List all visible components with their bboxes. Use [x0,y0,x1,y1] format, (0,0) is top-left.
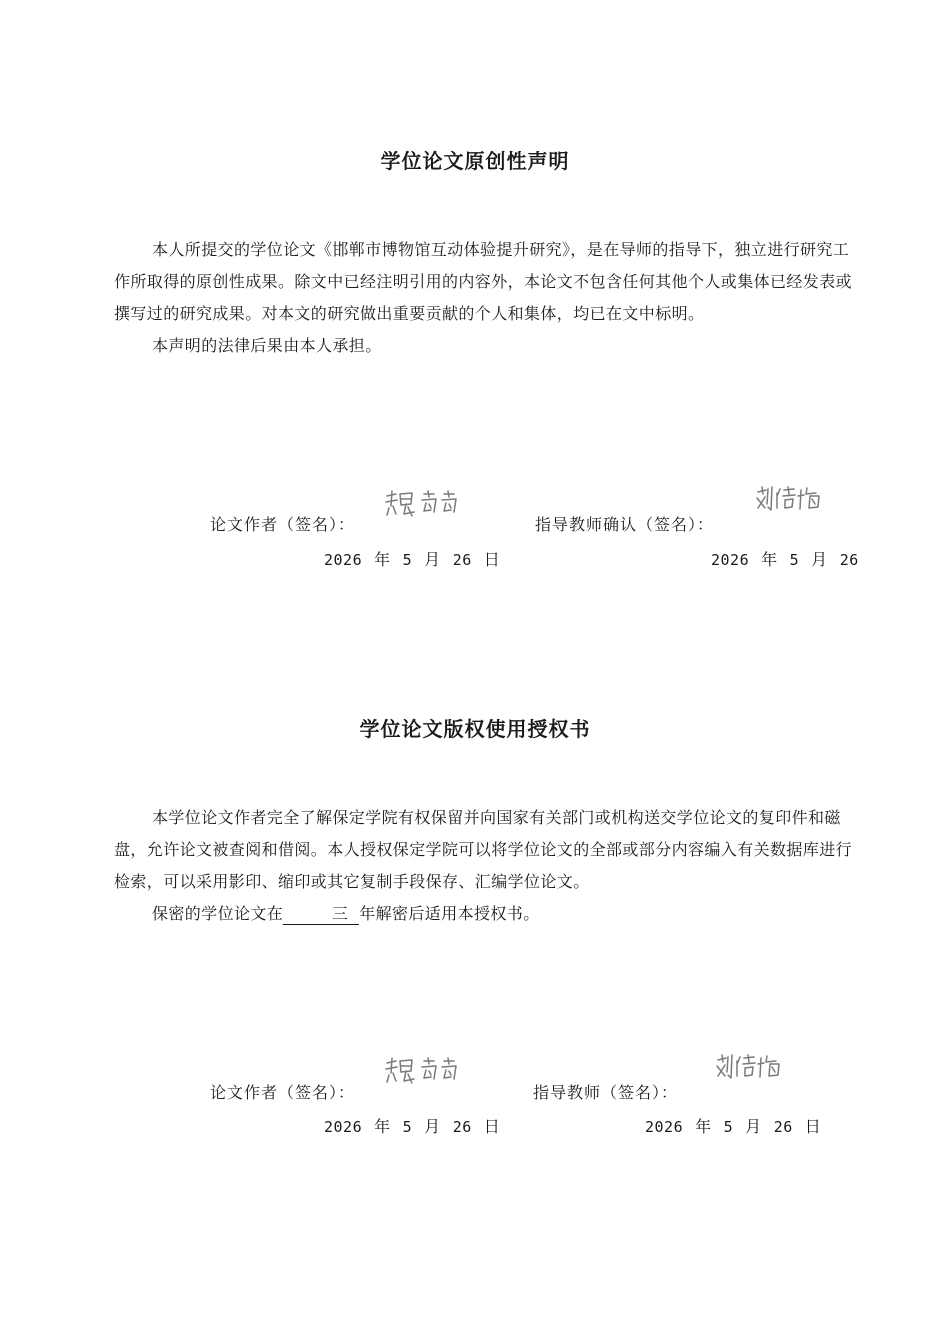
author-signature-label: 论文作者（签名）： [210,515,356,534]
advisor-date2-month: 5 [723,1118,734,1136]
advisor-date2-day: 26 [773,1118,793,1136]
declaration-paragraph-2: 本声明的法律后果由本人承担。 [152,336,382,355]
advisor-signature-image [754,484,826,516]
declaration-title: 学位论文原创性声明 [380,149,570,173]
author-signature-date [324,547,500,570]
secret-suffix: 年解密后适用本授权书。 [359,904,540,923]
authorization-paragraph-1: 本学位论文作者完全了解保定学院有权保留并向国家有关部门或机构送交学位论文的复印件和磁盘，允许论文被查阅和借阅。本人授权保定学院可以将学位论文的全部或部分内容编入有关数据库进行检索，可以采用影印、缩印或其它复制手段保存、汇编学位论文。 [114,808,853,891]
author-date2-month-unit: 月 [424,1117,441,1136]
author-signature-image-2 [384,1055,464,1089]
declaration-body [114,234,862,362]
advisor-signature-label-2: 指导教师（签名）： [533,1083,679,1102]
advisor-signature-image-2 [714,1052,786,1084]
advisor-date-day: 26 [839,551,859,569]
author-date2-year-unit: 年 [374,1117,391,1136]
advisor-confirm-signature-label: 指导教师确认（签名）： [535,515,715,534]
advisor-date2-year-unit: 年 [695,1117,712,1136]
secret-years-field: 三 [283,904,359,925]
authorization-body [114,802,862,930]
author-date-month: 5 [402,551,413,569]
advisor-date2-day-unit: 日 [804,1117,822,1136]
advisor-date-year: 2026 [711,551,750,569]
advisor-date-month-unit: 月 [811,550,828,569]
declaration-paragraph-1: 本人所提交的学位论文《邯郸市博物馆互动体验提升研究》，是在导师的指导下，独立进行研究工作所取得的原创性成果。除文中已经注明引用的内容外，本论文不包含任何其他个人或集体已经发表或撰写过的研究成果。对本文的研究做出重要贡献的个人和集体，均已在文中标明。 [114,240,853,323]
advisor-date-month: 5 [789,551,800,569]
author-date2-day-unit: 日 [483,1117,501,1136]
author-date2-day: 26 [452,1118,472,1136]
author-date-year-unit: 年 [374,550,391,569]
secret-prefix: 保密的学位论文在 [152,904,284,923]
advisor-date2-month-unit: 月 [745,1117,762,1136]
advisor-date-year-unit: 年 [761,550,778,569]
authorization-title: 学位论文版权使用授权书 [359,717,591,741]
authorization-secret-clause [114,898,862,930]
author-signature-label-2: 论文作者（签名）： [210,1083,356,1102]
author-signature-date-2 [324,1114,500,1137]
author-date-year: 2026 [324,551,363,569]
author-date2-year: 2026 [324,1118,363,1136]
author-date-day-unit: 日 [483,550,501,569]
author-date-month-unit: 月 [424,550,441,569]
advisor-signature-date-2 [645,1114,821,1137]
author-date-day: 26 [452,551,472,569]
advisor-signature-date [711,547,859,570]
advisor-date2-year: 2026 [645,1118,684,1136]
author-date2-month: 5 [402,1118,413,1136]
author-signature-image [384,488,464,522]
